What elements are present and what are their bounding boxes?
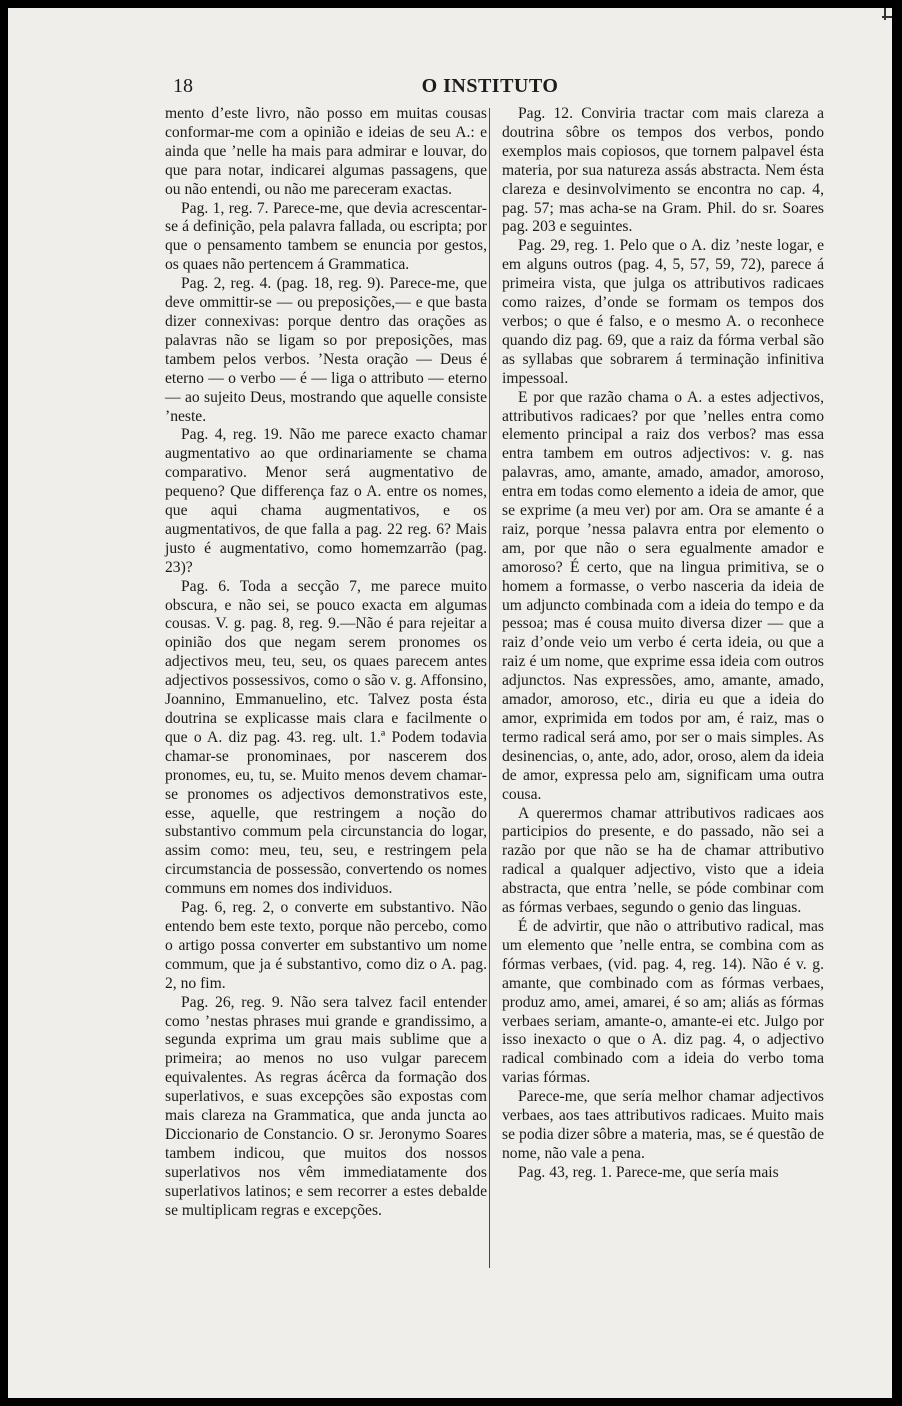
paragraph: Pag. 6, reg. 2, o converte em substantivo. Não entendo bem este texto, porque não percebo, como o artigo possa converter em substantivo um nome commum, que ja é substantivo, como diz o A. pag. 2, no fim. — [165, 899, 487, 992]
page-number: 18 — [173, 75, 193, 97]
paragraph: Pag. 12. Conviria tractar com mais clareza a doutrina sôbre os tempos dos verbos, pondo exemplos mais copiosos, que tornem palpavel ésta materia, por sua natureza assás abstracta. Nem ésta clareza e desinvolvimento se encontra no cap. 4, pag. 57; mas acha-se na Gram. Phil. do sr. Soares pag. 203 e seguintes. — [502, 105, 824, 236]
paragraph: Pag. 43, reg. 1. Parece-me, que sería mais — [518, 1163, 779, 1181]
book-page — [8, 8, 892, 1398]
paragraph: Pag. 1, reg. 7. Parece-me, que devia acrescentar-se á definição, pela palavra fallada, ou escripta; por que o pensamento tambem se enuncia por gestos, os quaes não pertencem á Grammatica. — [165, 199, 487, 274]
paragraph: E por que razão chama o A. a estes adjectivos, attributivos radicaes? por que ’nelles entra como elemento principal a raiz dos verbos? mas essa entra tambem em outros adjectivos: v. g. nas palavras, amo, amante, amado, amador, amoroso, entra em todas como elemento a ideia de amor, que se exprime (a meu ver) por am. Ora se amante é a raiz, porque ’nessa palavra entra por elemento o am, por que não o sera egualmente amador e amoroso? É certo, que na lingua primitiva, se o homem a formasse, o verbo nasceria da ideia de um adjuncto combinada com a ideia do tempo e da pessoa; mas é cousa muito diversa dizer — que a raiz d’onde veio um verbo é certa ideia, ou que a raiz é um nome, que exprime essa ideia com outros adjunctos. Nas expressões, amo, amante, amado, amador, amoroso, etc., diria eu que a ideia do amor, exprimida em todos por am, é raiz, mas o termo radical será amo, por ser o mais simples. As desinencias, o, ante, ado, ador, oroso, alem da ideia de amor, expressa pelo am, significam uma outra cousa. — [502, 388, 824, 803]
right-column — [502, 105, 824, 1183]
journal-title: O INSTITUTO — [421, 75, 559, 97]
paragraph: mento d’este livro, não posso em muitas cousas conformar-me com a opinião e ideias de seu A.: e ainda que ’nelle ha mais para admirar e louvar, do que para notar, indicarei algumas passagens, que ou não entendi, ou não me pareceram exactas. — [165, 105, 487, 198]
paragraph: A querermos chamar attributivos radicaes aos participios do presente, e do passado, não sei a razão por que não se ha de chamar attributivo radical a qualquer adjectivo, visto que a ideia abstracta, que entra ’nelle, se póde combinar com as fórmas verbaes, segundo o genio das linguas. — [502, 804, 824, 917]
paragraph: Pag. 26, reg. 9. Não sera talvez facil entender como ’nestas phrases mui grande e grandissimo, a segunda exprima um grau mais sublime que a primeira; ao menos no uso vulgar parecem equivalentes. As regras ácêrca da formação dos superlativos, e suas excepções são expostas com mais clareza na Grammatica, que anda juncta ao Diccionario de Constancio. O sr. Jeronymo Soares tambem indicou, que muitos dos nossos superlativos nos vêm immediatamente dos superlativos latinos; e sem recorrer a estes debalde se multiplicam regras e excepções. — [165, 993, 487, 1219]
paragraph: Pag. 4, reg. 19. Não me parece exacto chamar augmentativo ao que ordinariamente se chama comparativo. Menor será augmentativo de pequeno? Que differença faz o A. entre os nomes, que aqui chama augmentativos, e os augmentativos, de que falla a pag. 22 reg. 6? Mais justo é augmentativo, como homemzarrão (pag. 23)? — [165, 426, 487, 576]
crop-mark-top — [884, 8, 886, 20]
paragraph: É de advirtir, que não o attributivo radical, mas um elemento que ’nelle entra, se combina com as fórmas verbaes, (vid. pag. 4, reg. 14). Não é v. g. amante, que combinado com as fórmas verbaes, produz amo, amei, amarei, é so am; aliás as fórmas verbaes seriam, amante-o, amante-ei etc. Julgo por isso inexacto o que o A. diz pag. 4, o adjectivo radical combinado com a ideia do verbo toma varias fórmas. — [502, 917, 824, 1087]
paragraph: Parece-me, que sería melhor chamar adjectivos verbaes, aos taes attributivos radicaes. Muito mais se podia dizer sôbre a materia, mas, se é questão de nome, não vale a pena. — [502, 1088, 824, 1162]
left-column — [165, 105, 487, 1220]
crop-mark-right — [882, 16, 892, 18]
column-divider — [489, 108, 490, 1268]
paragraph: Pag. 29, reg. 1. Pelo que o A. diz ’neste logar, e em alguns outros (pag. 4, 5, 57, 59, 72), parece á primeira vista, que julga os attributivos radicaes como raizes, d’onde se formam os tempos dos verbos; o que é falso, e o mesmo A. o reconhece quando diz pag. 69, que a raiz da fórma verbal são as syllabas que sobrarem á terminação infinitiva impessoal. — [502, 237, 824, 387]
paragraph: Pag. 2, reg. 4. (pag. 18, reg. 9). Parece-me, que deve ommittir-se — ou preposições,— e que basta dizer connexivas: porque dentro das orações as palavras não se ligam so por preposições, mas tambem pelos verbos. ’Nesta oração — Deus é eterno — o verbo — é — liga o attributo — eterno — ao sujeito Deus, mostrando que aquelle consiste ’neste. — [165, 275, 487, 425]
paragraph: Pag. 6. Toda a secção 7, me parece muito obscura, e não sei, se pouco exacta em algumas cousas. V. g. pag. 8, reg. 9.—Não é para rejeitar a opinião dos que negam serem pronomes os adjectivos meu, teu, seu, os quaes parecem antes adjectivos possessivos, como o são v. g. Affonsino, Joannino, Emmanuelino, etc. Talvez posta ésta doutrina se explicasse mais clara e facilmente o que o A. diz pag. 43. reg. ult. 1.ª Podem todavia chamar-se pronominaes, por nascerem dos pronomes, eu, tu, se. Muito menos devem chamar-se pronomes os adjectivos demonstrativos este, esse, aquelle, que restringem a noção do substantivo commum pela circunstancia do logar, assim como: meu, teu, seu, e restringem pela circumstancia de possessão, convertendo os nomes communs em nomes dos individuos. — [165, 577, 487, 898]
running-header — [165, 75, 815, 99]
